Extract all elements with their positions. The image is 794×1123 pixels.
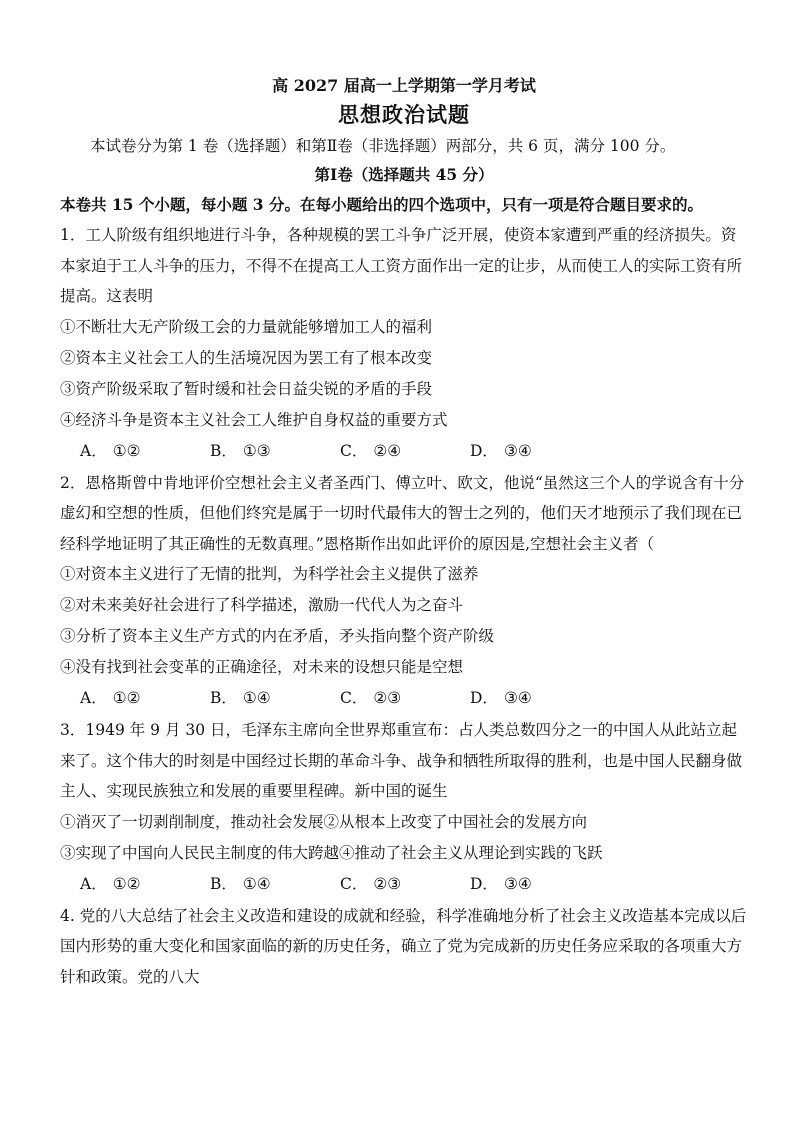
choice-letter: A． xyxy=(80,689,107,707)
exam-title: 高 2027 届高一上学期第一学月考试 xyxy=(272,76,536,95)
statement-option: ②资本主义社会工人的生活境况因为罢工有了根本改变 xyxy=(60,348,433,367)
section-title: 第Ⅰ卷（选择题共 45 分） xyxy=(314,165,494,184)
answer-choice[interactable] xyxy=(210,683,340,714)
section-instruction: 本卷共 15 个小题，每小题 3 分。在每小题给出的四个选项中，只有一项是符合题目要求的。 xyxy=(60,195,703,214)
statement-option: ③实现了中国向人民民主制度的伟大跨越④推动了社会主义从理论到实践的飞跃 xyxy=(60,843,603,862)
statement-option: ④经济斗争是资本主义社会工人维护自身权益的重要方式 xyxy=(60,410,448,429)
answer-choice[interactable] xyxy=(470,683,600,714)
answer-choice[interactable] xyxy=(210,869,340,900)
exam-header xyxy=(60,74,748,132)
question-stem: 4. 党的八大总结了社会主义改造和建设的成就和经验，科学准确地分析了社会主义改造基本完成以后国内形势的重大变化和国家面临的新的历史任务，确立了党为完成新的历史任务应采取的各项重大方针和政策。党的八大 xyxy=(60,906,747,986)
statement-option: ①不断壮大无产阶级工会的力量就能够增加工人的福利 xyxy=(60,317,433,336)
choice-value: ①② xyxy=(112,874,141,893)
choice-value: ①③ xyxy=(242,441,271,460)
question-list xyxy=(60,220,748,992)
choice-letter: A． xyxy=(80,874,107,893)
choice-letter: B． xyxy=(210,874,237,893)
choice-value: ①④ xyxy=(242,689,271,707)
question-stem: 1．工人阶级有组织地进行斗争，各种规模的罢工斗争广泛开展，使资本家遭到严重的经济损失。资本家迫于工人斗争的压力，不得不在提高工人工资方面作出一定的让步，从而使工人的实际工资有所提高。这表明 xyxy=(60,226,743,305)
choice-letter: B． xyxy=(210,689,237,707)
choice-letter: C． xyxy=(340,874,368,893)
answer-choice[interactable] xyxy=(340,436,470,467)
choice-letter: D． xyxy=(470,689,498,707)
statement-option: ①消灭了一切剥削制度，推动社会发展②从根本上改变了中国社会的发展方向 xyxy=(60,812,588,831)
statement-option: ③分析了资本主义生产方式的内在矛盾，矛头指向整个资产阶级 xyxy=(60,627,495,645)
answer-choice[interactable] xyxy=(340,869,470,900)
answer-choice[interactable] xyxy=(470,436,600,467)
question-1 xyxy=(60,220,748,467)
question-stem: 2．恩格斯曾中肯地评价空想社会主义者圣西门、傅立叶、欧文，他说“虽然这三个人的学说含有十分虚幻和空想的性质，但他们终究是属于一切时代最伟大的智士之列的，他们天才地预示了我们现在已经科学地证明了其正确性的无数真理。”恩格斯作出如此评价的原因是,空想社会主义者（ xyxy=(60,473,745,553)
question-stem: 3．1949 年 9 月 30 日，毛泽东主席向全世界郑重宣布：占人类总数四分之一的中国人从此站立起来了。这个伟大的时刻是中国经过长期的革命斗争、战争和牺牲所取得的胜利，也是中国人民翻身做主人、实现民族独立和发展的重要里程碑。新中国的诞生 xyxy=(60,721,743,800)
choice-value: ①② xyxy=(112,689,141,707)
question-3 xyxy=(60,715,748,900)
answer-choice[interactable] xyxy=(470,869,600,900)
choice-value: ②③ xyxy=(373,689,402,707)
choice-value: ③④ xyxy=(503,689,532,707)
choice-value: ②④ xyxy=(373,441,402,460)
answer-choices xyxy=(60,436,748,467)
answer-choices xyxy=(60,869,748,900)
answer-choice[interactable] xyxy=(80,683,210,714)
answer-choice[interactable] xyxy=(340,683,470,714)
choice-letter: D． xyxy=(470,874,498,893)
question-4 xyxy=(60,901,748,993)
statement-option: ④没有找到社会变革的正确途径，对未来的设想只能是空想 xyxy=(60,658,464,676)
choice-letter: C． xyxy=(340,441,368,460)
choice-letter: D． xyxy=(470,441,498,460)
choice-value: ③④ xyxy=(503,874,532,893)
exam-intro: 本试卷分为第 1 卷（选择题）和第Ⅱ卷（非选择题）两部分，共 6 页，满分 100 分。 xyxy=(90,137,676,155)
answer-choice[interactable] xyxy=(80,436,210,467)
choice-value: ①② xyxy=(112,441,141,460)
question-2 xyxy=(60,468,748,715)
answer-choice[interactable] xyxy=(80,869,210,900)
choice-value: ③④ xyxy=(503,441,532,460)
answer-choices xyxy=(60,683,748,714)
choice-letter: C． xyxy=(340,689,368,707)
choice-value: ②③ xyxy=(373,874,402,893)
choice-letter: B． xyxy=(210,441,237,460)
answer-choice[interactable] xyxy=(210,436,340,467)
statement-option: ③资产阶级采取了暂时缓和社会日益尖锐的矛盾的手段 xyxy=(60,379,433,398)
choice-letter: A． xyxy=(80,441,107,460)
choice-value: ①④ xyxy=(242,874,271,893)
statement-option: ②对未来美好社会进行了科学描述，激励一代代人为之奋斗 xyxy=(60,596,464,614)
statement-option: ①对资本主义进行了无情的批判，为科学社会主义提供了滋养 xyxy=(60,565,479,583)
subject-title: 思想政治试题 xyxy=(338,102,470,127)
